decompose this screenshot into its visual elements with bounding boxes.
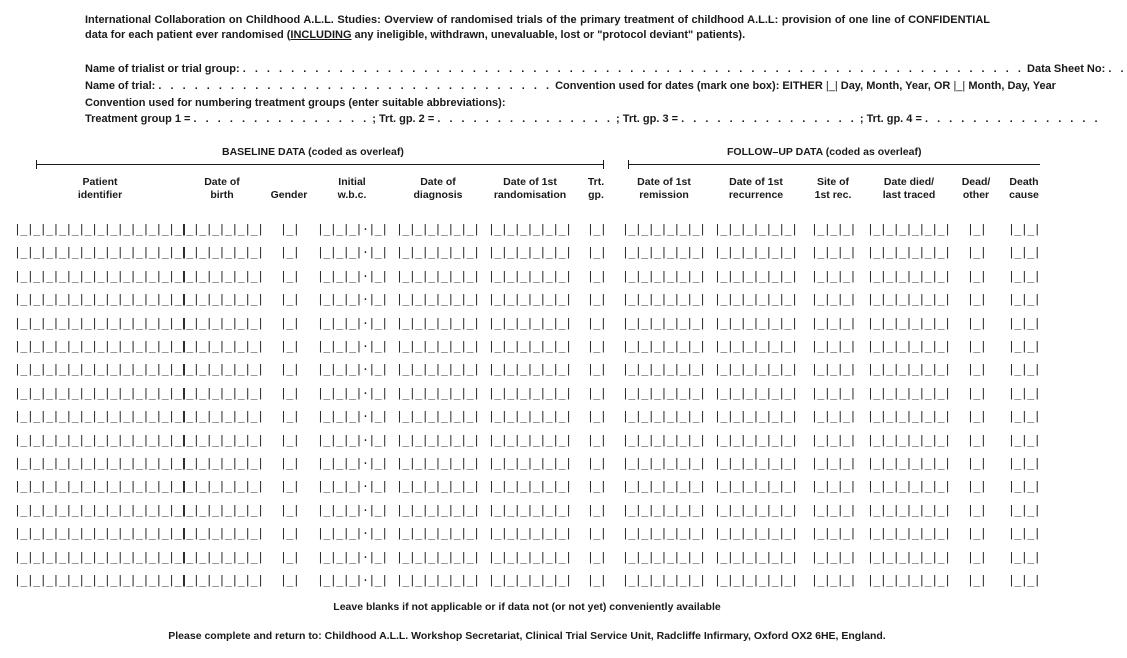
entry-patient-identifier[interactable]: |_|_|_|_|_|_|_|_|_|_|_|_|_| xyxy=(14,222,188,236)
entry-date-died[interactable]: |_|_|_|_|_|_| xyxy=(867,526,951,540)
column-header-line2: birth xyxy=(210,189,234,201)
entry-patient-identifier[interactable]: |_|_|_|_|_|_|_|_|_|_|_|_|_| xyxy=(14,503,188,517)
column-header-line1: Date died/ xyxy=(883,176,935,188)
entry-gender[interactable]: |_| xyxy=(280,573,300,587)
entry-death-cause[interactable]: |_|_| xyxy=(1008,479,1041,493)
entry-patient-identifier[interactable]: |_|_|_|_|_|_|_|_|_|_|_|_|_| xyxy=(14,526,188,540)
entry-treatment-group[interactable]: |_| xyxy=(587,339,607,353)
entry-death-cause[interactable]: |_|_| xyxy=(1008,409,1041,423)
column-header-line2: diagnosis xyxy=(413,189,463,201)
entry-initial-wbc[interactable]: |_|_|_|·|_| xyxy=(317,292,388,306)
entry-date-of-diagnosis[interactable]: |_|_|_|_|_|_| xyxy=(396,409,480,423)
entry-initial-wbc[interactable]: |_|_|_|·|_| xyxy=(317,479,388,493)
column-header-death-cause xyxy=(964,176,1084,202)
entry-date-of-remission[interactable]: |_|_|_|_|_|_| xyxy=(622,245,706,259)
entry-gender[interactable]: |_| xyxy=(280,550,300,564)
column-header-line2: cause xyxy=(1009,189,1039,201)
intro-text: International Collaboration on Childhood A.L.L. Studies: Overview of randomised trials of the primary treatment of childhood A.L.L: provision of one line of CONFIDENTIAL data for each patient ever randomised ( xyxy=(85,14,990,41)
entry-site-of-recurrence[interactable]: |_|_|_| xyxy=(811,339,856,353)
entry-date-of-birth[interactable]: |_|_|_|_|_|_| xyxy=(180,386,264,400)
entry-date-of-remission[interactable]: |_|_|_|_|_|_| xyxy=(622,433,706,447)
entry-initial-wbc[interactable]: |_|_|_|·|_| xyxy=(317,409,388,423)
entry-dead-other[interactable]: |_| xyxy=(967,550,987,564)
entry-death-cause[interactable]: |_|_| xyxy=(1008,573,1041,587)
entry-date-of-diagnosis[interactable]: |_|_|_|_|_|_| xyxy=(396,503,480,517)
entry-initial-wbc[interactable]: |_|_|_|·|_| xyxy=(317,456,388,470)
group2-label: ; Trt. gp. 2 = xyxy=(372,113,435,125)
entry-treatment-group[interactable]: |_| xyxy=(587,503,607,517)
entry-patient-identifier[interactable]: |_|_|_|_|_|_|_|_|_|_|_|_|_| xyxy=(14,292,188,306)
entry-date-of-diagnosis[interactable]: |_|_|_|_|_|_| xyxy=(396,292,480,306)
entry-date-of-recurrence[interactable]: |_|_|_|_|_|_| xyxy=(714,316,798,330)
entry-dead-other[interactable]: |_| xyxy=(967,456,987,470)
entry-date-of-diagnosis[interactable]: |_|_|_|_|_|_| xyxy=(396,573,480,587)
entry-date-of-remission[interactable]: |_|_|_|_|_|_| xyxy=(622,409,706,423)
entry-dead-other[interactable]: |_| xyxy=(967,409,987,423)
trialist-field[interactable]: . . . . . . . . . . . . . . . . . . . . . . . . . . . . . . . . . . . . . . . . . . . . . . . . . . . . . . . . . . . . . . . . . xyxy=(242,63,1024,75)
entry-patient-identifier[interactable]: |_|_|_|_|_|_|_|_|_|_|_|_|_| xyxy=(14,339,188,353)
group2-field[interactable]: . . . . . . . . . . . . . . . xyxy=(437,113,613,125)
entry-patient-identifier[interactable]: |_|_|_|_|_|_|_|_|_|_|_|_|_| xyxy=(14,362,188,376)
entry-initial-wbc[interactable]: |_|_|_|·|_| xyxy=(317,573,388,587)
entry-date-died[interactable]: |_|_|_|_|_|_| xyxy=(867,386,951,400)
entry-date-of-remission[interactable]: |_|_|_|_|_|_| xyxy=(622,222,706,236)
entry-death-cause[interactable]: |_|_| xyxy=(1008,503,1041,517)
entry-date-died[interactable]: |_|_|_|_|_|_| xyxy=(867,550,951,564)
column-header-line1: Date of xyxy=(204,176,240,188)
column-header-line2: identifier xyxy=(77,189,123,201)
entry-death-cause[interactable]: |_|_| xyxy=(1008,316,1041,330)
entry-date-of-randomisation[interactable]: |_|_|_|_|_|_| xyxy=(488,245,572,259)
entry-date-of-birth[interactable]: |_|_|_|_|_|_| xyxy=(180,479,264,493)
entry-date-of-birth[interactable]: |_|_|_|_|_|_| xyxy=(180,573,264,587)
treatment-groups-line xyxy=(85,113,1101,125)
entry-gender[interactable]: |_| xyxy=(280,316,300,330)
date-option1-label: Day, Month, Year, OR xyxy=(840,80,951,92)
entry-date-of-birth[interactable]: |_|_|_|_|_|_| xyxy=(180,339,264,353)
entry-gender[interactable]: |_| xyxy=(280,526,300,540)
entry-date-of-birth[interactable]: |_|_|_|_|_|_| xyxy=(180,409,264,423)
entry-dead-other[interactable]: |_| xyxy=(967,269,987,283)
entry-date-of-recurrence[interactable]: |_|_|_|_|_|_| xyxy=(714,362,798,376)
group4-field[interactable]: . . . . . . . . . . . . . . . xyxy=(924,113,1101,125)
column-header-line2: recurrence xyxy=(728,189,784,201)
group3-label: ; Trt. gp. 3 = xyxy=(616,113,679,125)
entry-date-of-remission[interactable]: |_|_|_|_|_|_| xyxy=(622,316,706,330)
baseline-section-title: BASELINE DATA (coded as overleaf) xyxy=(222,146,404,158)
entry-site-of-recurrence[interactable]: |_|_|_| xyxy=(811,245,856,259)
entry-initial-wbc[interactable]: |_|_|_|·|_| xyxy=(317,550,388,564)
entry-dead-other[interactable]: |_| xyxy=(967,222,987,236)
entry-gender[interactable]: |_| xyxy=(280,269,300,283)
entry-dead-other[interactable]: |_| xyxy=(967,362,987,376)
entry-treatment-group[interactable]: |_| xyxy=(587,526,607,540)
entry-date-of-birth[interactable]: |_|_|_|_|_|_| xyxy=(180,245,264,259)
entry-date-of-recurrence[interactable]: |_|_|_|_|_|_| xyxy=(714,222,798,236)
entry-date-died[interactable]: |_|_|_|_|_|_| xyxy=(867,362,951,376)
column-header-line1: Date of 1st xyxy=(637,176,691,188)
entry-gender[interactable]: |_| xyxy=(280,409,300,423)
numbering-line xyxy=(85,97,506,109)
date-option2-label: Month, Day, Year xyxy=(968,80,1056,92)
date-option2-checkbox[interactable]: |_| xyxy=(953,80,966,92)
entry-site-of-recurrence[interactable]: |_|_|_| xyxy=(811,292,856,306)
entry-date-of-randomisation[interactable]: |_|_|_|_|_|_| xyxy=(488,550,572,564)
baseline-rule xyxy=(36,164,604,165)
entry-date-of-diagnosis[interactable]: |_|_|_|_|_|_| xyxy=(396,433,480,447)
entry-date-of-randomisation[interactable]: |_|_|_|_|_|_| xyxy=(488,316,572,330)
entry-date-of-recurrence[interactable]: |_|_|_|_|_|_| xyxy=(714,433,798,447)
entry-patient-identifier[interactable]: |_|_|_|_|_|_|_|_|_|_|_|_|_| xyxy=(14,386,188,400)
column-header-line2: other xyxy=(962,189,990,201)
entry-date-of-recurrence[interactable]: |_|_|_|_|_|_| xyxy=(714,503,798,517)
entry-patient-identifier[interactable]: |_|_|_|_|_|_|_|_|_|_|_|_|_| xyxy=(14,456,188,470)
entry-date-of-randomisation[interactable]: |_|_|_|_|_|_| xyxy=(488,362,572,376)
entry-treatment-group[interactable]: |_| xyxy=(587,573,607,587)
entry-date-died[interactable]: |_|_|_|_|_|_| xyxy=(867,573,951,587)
entry-initial-wbc[interactable]: |_|_|_|·|_| xyxy=(317,526,388,540)
entry-death-cause[interactable]: |_|_| xyxy=(1008,386,1041,400)
entry-date-died[interactable]: |_|_|_|_|_|_| xyxy=(867,409,951,423)
entry-date-of-remission[interactable]: |_|_|_|_|_|_| xyxy=(622,503,706,517)
entry-gender[interactable]: |_| xyxy=(280,222,300,236)
entry-date-of-randomisation[interactable]: |_|_|_|_|_|_| xyxy=(488,222,572,236)
entry-treatment-group[interactable]: |_| xyxy=(587,316,607,330)
entry-treatment-group[interactable]: |_| xyxy=(587,245,607,259)
entry-gender[interactable]: |_| xyxy=(280,456,300,470)
numbering-label: Convention used for numbering treatment groups (enter suitable abbreviations): xyxy=(85,97,506,109)
entry-date-of-remission[interactable]: |_|_|_|_|_|_| xyxy=(622,573,706,587)
entry-date-died[interactable]: |_|_|_|_|_|_| xyxy=(867,456,951,470)
column-header-line1: Site of xyxy=(816,176,850,188)
entry-treatment-group[interactable]: |_| xyxy=(587,433,607,447)
entry-site-of-recurrence[interactable]: |_|_|_| xyxy=(811,526,856,540)
entry-date-of-birth[interactable]: |_|_|_|_|_|_| xyxy=(180,292,264,306)
entry-gender[interactable]: |_| xyxy=(280,433,300,447)
entry-death-cause[interactable]: |_|_| xyxy=(1008,269,1041,283)
entry-patient-identifier[interactable]: |_|_|_|_|_|_|_|_|_|_|_|_|_| xyxy=(14,573,188,587)
entry-dead-other[interactable]: |_| xyxy=(967,316,987,330)
entry-date-of-remission[interactable]: |_|_|_|_|_|_| xyxy=(622,269,706,283)
trial-field[interactable]: . . . . . . . . . . . . . . . . . . . . . . . . . . . . . . . . . xyxy=(158,80,553,92)
column-header-line1: Date of 1st xyxy=(503,176,557,188)
entry-gender[interactable]: |_| xyxy=(280,339,300,353)
entry-date-of-recurrence[interactable]: |_|_|_|_|_|_| xyxy=(714,386,798,400)
entry-dead-other[interactable]: |_| xyxy=(967,503,987,517)
entry-date-of-diagnosis[interactable]: |_|_|_|_|_|_| xyxy=(396,386,480,400)
entry-site-of-recurrence[interactable]: |_|_|_| xyxy=(811,316,856,330)
column-header-line1: Dead/ xyxy=(961,176,991,188)
entry-gender[interactable]: |_| xyxy=(280,362,300,376)
entry-site-of-recurrence[interactable]: |_|_|_| xyxy=(811,222,856,236)
entry-patient-identifier[interactable]: |_|_|_|_|_|_|_|_|_|_|_|_|_| xyxy=(14,269,188,283)
entry-date-died[interactable]: |_|_|_|_|_|_| xyxy=(867,503,951,517)
entry-dead-other[interactable]: |_| xyxy=(967,573,987,587)
entry-date-of-randomisation[interactable]: |_|_|_|_|_|_| xyxy=(488,409,572,423)
entry-dead-other[interactable]: |_| xyxy=(967,339,987,353)
column-header-line2: gp. xyxy=(588,189,604,201)
entry-site-of-recurrence[interactable]: |_|_|_| xyxy=(811,433,856,447)
entry-initial-wbc[interactable]: |_|_|_|·|_| xyxy=(317,503,388,517)
entry-dead-other[interactable]: |_| xyxy=(967,292,987,306)
entry-date-of-recurrence[interactable]: |_|_|_|_|_|_| xyxy=(714,269,798,283)
blanks-note: Leave blanks if not applicable or if data not (or not yet) conveniently available xyxy=(333,601,721,613)
entry-dead-other[interactable]: |_| xyxy=(967,526,987,540)
group3-field[interactable]: . . . . . . . . . . . . . . . xyxy=(681,113,857,125)
entry-gender[interactable]: |_| xyxy=(280,386,300,400)
trial-label: Name of trial: xyxy=(85,80,156,92)
entry-date-of-birth[interactable]: |_|_|_|_|_|_| xyxy=(180,526,264,540)
entry-death-cause[interactable]: |_|_| xyxy=(1008,245,1041,259)
entry-dead-other[interactable]: |_| xyxy=(967,245,987,259)
entry-site-of-recurrence[interactable]: |_|_|_| xyxy=(811,456,856,470)
entry-death-cause[interactable]: |_|_| xyxy=(1008,292,1041,306)
entry-treatment-group[interactable]: |_| xyxy=(587,409,607,423)
entry-patient-identifier[interactable]: |_|_|_|_|_|_|_|_|_|_|_|_|_| xyxy=(14,479,188,493)
entry-initial-wbc[interactable]: |_|_|_|·|_| xyxy=(317,433,388,447)
entry-date-of-birth[interactable]: |_|_|_|_|_|_| xyxy=(180,316,264,330)
entry-site-of-recurrence[interactable]: |_|_|_| xyxy=(811,479,856,493)
entry-date-died[interactable]: |_|_|_|_|_|_| xyxy=(867,292,951,306)
entry-date-of-randomisation[interactable]: |_|_|_|_|_|_| xyxy=(488,269,572,283)
entry-date-of-diagnosis[interactable]: |_|_|_|_|_|_| xyxy=(396,550,480,564)
column-header-line1: Initial xyxy=(338,176,366,188)
entry-date-died[interactable]: |_|_|_|_|_|_| xyxy=(867,339,951,353)
entry-site-of-recurrence[interactable]: |_|_|_| xyxy=(811,386,856,400)
entry-initial-wbc[interactable]: |_|_|_|·|_| xyxy=(317,269,388,283)
entry-gender[interactable]: |_| xyxy=(280,479,300,493)
form-intro xyxy=(85,13,990,43)
group1-label: Treatment group 1 = xyxy=(85,113,191,125)
entry-date-of-remission[interactable]: |_|_|_|_|_|_| xyxy=(622,362,706,376)
column-header-line1: Patient xyxy=(82,176,118,188)
entry-date-of-recurrence[interactable]: |_|_|_|_|_|_| xyxy=(714,292,798,306)
entry-date-of-diagnosis[interactable]: |_|_|_|_|_|_| xyxy=(396,456,480,470)
entry-treatment-group[interactable]: |_| xyxy=(587,292,607,306)
column-header-line1: Date of 1st xyxy=(729,176,783,188)
entry-death-cause[interactable]: |_|_| xyxy=(1008,222,1041,236)
entry-dead-other[interactable]: |_| xyxy=(967,479,987,493)
entry-date-of-randomisation[interactable]: |_|_|_|_|_|_| xyxy=(488,386,572,400)
entry-patient-identifier[interactable]: |_|_|_|_|_|_|_|_|_|_|_|_|_| xyxy=(14,433,188,447)
baseline-rule-tick-right xyxy=(603,160,604,169)
baseline-rule-tick-left xyxy=(36,160,37,169)
entry-date-of-recurrence[interactable]: |_|_|_|_|_|_| xyxy=(714,409,798,423)
entry-date-of-birth[interactable]: |_|_|_|_|_|_| xyxy=(180,362,264,376)
entry-gender[interactable]: |_| xyxy=(280,503,300,517)
entry-date-died[interactable]: |_|_|_|_|_|_| xyxy=(867,479,951,493)
entry-date-of-birth[interactable]: |_|_|_|_|_|_| xyxy=(180,269,264,283)
entry-initial-wbc[interactable]: |_|_|_|·|_| xyxy=(317,222,388,236)
entry-date-of-recurrence[interactable]: |_|_|_|_|_|_| xyxy=(714,456,798,470)
entry-initial-wbc[interactable]: |_|_|_|·|_| xyxy=(317,362,388,376)
entry-date-of-diagnosis[interactable]: |_|_|_|_|_|_| xyxy=(396,222,480,236)
entry-date-of-birth[interactable]: |_|_|_|_|_|_| xyxy=(180,433,264,447)
column-header-patient-identifier xyxy=(40,176,160,202)
entry-date-of-recurrence[interactable]: |_|_|_|_|_|_| xyxy=(714,550,798,564)
entry-date-of-birth[interactable]: |_|_|_|_|_|_| xyxy=(180,222,264,236)
entry-date-of-diagnosis[interactable]: |_|_|_|_|_|_| xyxy=(396,362,480,376)
entry-date-of-recurrence[interactable]: |_|_|_|_|_|_| xyxy=(714,339,798,353)
entry-site-of-recurrence[interactable]: |_|_|_| xyxy=(811,503,856,517)
entry-date-of-randomisation[interactable]: |_|_|_|_|_|_| xyxy=(488,479,572,493)
group1-field[interactable]: . . . . . . . . . . . . . . . xyxy=(193,113,370,125)
entry-treatment-group[interactable]: |_| xyxy=(587,362,607,376)
column-header-line1: Date of xyxy=(420,176,456,188)
entry-death-cause[interactable]: |_|_| xyxy=(1008,433,1041,447)
entry-treatment-group[interactable]: |_| xyxy=(587,386,607,400)
date-convention-label: Convention used for dates (mark one box): EITHER xyxy=(555,80,823,92)
followup-section-title: FOLLOW–UP DATA (coded as overleaf) xyxy=(727,146,922,158)
entry-date-of-randomisation[interactable]: |_|_|_|_|_|_| xyxy=(488,503,572,517)
entry-date-of-recurrence[interactable]: |_|_|_|_|_|_| xyxy=(714,573,798,587)
entry-dead-other[interactable]: |_| xyxy=(967,433,987,447)
column-header-line2: randomisation xyxy=(493,189,567,201)
entry-site-of-recurrence[interactable]: |_|_|_| xyxy=(811,573,856,587)
intro-emphasis: INCLUDING xyxy=(290,29,352,41)
followup-rule xyxy=(628,164,1040,165)
entry-site-of-recurrence[interactable]: |_|_|_| xyxy=(811,409,856,423)
entry-date-died[interactable]: |_|_|_|_|_|_| xyxy=(867,433,951,447)
entry-date-of-diagnosis[interactable]: |_|_|_|_|_|_| xyxy=(396,526,480,540)
column-header-line2: w.b.c. xyxy=(337,189,367,201)
entry-date-of-randomisation[interactable]: |_|_|_|_|_|_| xyxy=(488,456,572,470)
trial-line xyxy=(85,80,1056,92)
date-option1-checkbox[interactable]: |_| xyxy=(825,80,838,92)
entry-date-of-birth[interactable]: |_|_|_|_|_|_| xyxy=(180,550,264,564)
entry-gender[interactable]: |_| xyxy=(280,245,300,259)
entry-date-of-randomisation[interactable]: |_|_|_|_|_|_| xyxy=(488,526,572,540)
entry-date-of-diagnosis[interactable]: |_|_|_|_|_|_| xyxy=(396,245,480,259)
entry-dead-other[interactable]: |_| xyxy=(967,386,987,400)
entry-death-cause[interactable]: |_|_| xyxy=(1008,362,1041,376)
entry-date-of-randomisation[interactable]: |_|_|_|_|_|_| xyxy=(488,339,572,353)
column-header-line1: Death xyxy=(1009,176,1039,188)
entry-patient-identifier[interactable]: |_|_|_|_|_|_|_|_|_|_|_|_|_| xyxy=(14,245,188,259)
group4-label: ; Trt. gp. 4 = xyxy=(859,113,922,125)
intro-text-end: any ineligible, withdrawn, unevaluable, lost or "protocol deviant" patients). xyxy=(351,29,746,41)
entry-death-cause[interactable]: |_|_| xyxy=(1008,456,1041,470)
entry-date-of-diagnosis[interactable]: |_|_|_|_|_|_| xyxy=(396,269,480,283)
return-address: Please complete and return to: Childhood A.L.L. Workshop Secretariat, Clinical Trial Service Unit, Radcliffe Infirmary, Oxford OX2 6HE, England. xyxy=(168,630,886,642)
entry-date-of-diagnosis[interactable]: |_|_|_|_|_|_| xyxy=(396,339,480,353)
entry-date-of-birth[interactable]: |_|_|_|_|_|_| xyxy=(180,456,264,470)
entry-date-of-recurrence[interactable]: |_|_|_|_|_|_| xyxy=(714,479,798,493)
entry-death-cause[interactable]: |_|_| xyxy=(1008,550,1041,564)
entry-date-of-recurrence[interactable]: |_|_|_|_|_|_| xyxy=(714,245,798,259)
entry-date-of-remission[interactable]: |_|_|_|_|_|_| xyxy=(622,456,706,470)
entry-date-of-diagnosis[interactable]: |_|_|_|_|_|_| xyxy=(396,316,480,330)
entry-initial-wbc[interactable]: |_|_|_|·|_| xyxy=(317,316,388,330)
data-sheet-label: Data Sheet No: xyxy=(1027,63,1106,75)
entry-site-of-recurrence[interactable]: |_|_|_| xyxy=(811,269,856,283)
entry-initial-wbc[interactable]: |_|_|_|·|_| xyxy=(317,386,388,400)
entry-date-of-randomisation[interactable]: |_|_|_|_|_|_| xyxy=(488,573,572,587)
entry-date-died[interactable]: |_|_|_|_|_|_| xyxy=(867,222,951,236)
entry-date-of-remission[interactable]: |_|_|_|_|_|_| xyxy=(622,292,706,306)
data-sheet-field[interactable]: . . xyxy=(1108,63,1127,75)
entry-date-died[interactable]: |_|_|_|_|_|_| xyxy=(867,316,951,330)
entry-date-of-remission[interactable]: |_|_|_|_|_|_| xyxy=(622,339,706,353)
entry-date-of-remission[interactable]: |_|_|_|_|_|_| xyxy=(622,526,706,540)
entry-treatment-group[interactable]: |_| xyxy=(587,479,607,493)
entry-initial-wbc[interactable]: |_|_|_|·|_| xyxy=(317,245,388,259)
entry-date-of-diagnosis[interactable]: |_|_|_|_|_|_| xyxy=(396,479,480,493)
entry-date-died[interactable]: |_|_|_|_|_|_| xyxy=(867,245,951,259)
followup-rule-tick-left xyxy=(628,160,629,169)
trialist-label: Name of trialist or trial group: xyxy=(85,63,240,75)
entry-initial-wbc[interactable]: |_|_|_|·|_| xyxy=(317,339,388,353)
entry-death-cause[interactable]: |_|_| xyxy=(1008,339,1041,353)
column-header-line1: Trt. xyxy=(587,176,605,188)
entry-site-of-recurrence[interactable]: |_|_|_| xyxy=(811,362,856,376)
entry-patient-identifier[interactable]: |_|_|_|_|_|_|_|_|_|_|_|_|_| xyxy=(14,409,188,423)
entry-treatment-group[interactable]: |_| xyxy=(587,550,607,564)
entry-patient-identifier[interactable]: |_|_|_|_|_|_|_|_|_|_|_|_|_| xyxy=(14,316,188,330)
entry-site-of-recurrence[interactable]: |_|_|_| xyxy=(811,550,856,564)
entry-date-of-recurrence[interactable]: |_|_|_|_|_|_| xyxy=(714,526,798,540)
entry-date-of-randomisation[interactable]: |_|_|_|_|_|_| xyxy=(488,292,572,306)
entry-date-of-birth[interactable]: |_|_|_|_|_|_| xyxy=(180,503,264,517)
entry-date-of-remission[interactable]: |_|_|_|_|_|_| xyxy=(622,386,706,400)
entry-treatment-group[interactable]: |_| xyxy=(587,456,607,470)
column-header-line2: remission xyxy=(639,189,689,201)
entry-treatment-group[interactable]: |_| xyxy=(587,269,607,283)
column-header-line2: last traced xyxy=(882,189,936,201)
column-header-line2: 1st rec. xyxy=(814,189,852,201)
trialist-line xyxy=(85,63,1127,75)
entry-patient-identifier[interactable]: |_|_|_|_|_|_|_|_|_|_|_|_|_| xyxy=(14,550,188,564)
entry-gender[interactable]: |_| xyxy=(280,292,300,306)
entry-date-of-randomisation[interactable]: |_|_|_|_|_|_| xyxy=(488,433,572,447)
entry-date-of-remission[interactable]: |_|_|_|_|_|_| xyxy=(622,479,706,493)
column-header-line2: Gender xyxy=(270,189,308,201)
entry-date-died[interactable]: |_|_|_|_|_|_| xyxy=(867,269,951,283)
entry-treatment-group[interactable]: |_| xyxy=(587,222,607,236)
entry-date-of-remission[interactable]: |_|_|_|_|_|_| xyxy=(622,550,706,564)
entry-death-cause[interactable]: |_|_| xyxy=(1008,526,1041,540)
